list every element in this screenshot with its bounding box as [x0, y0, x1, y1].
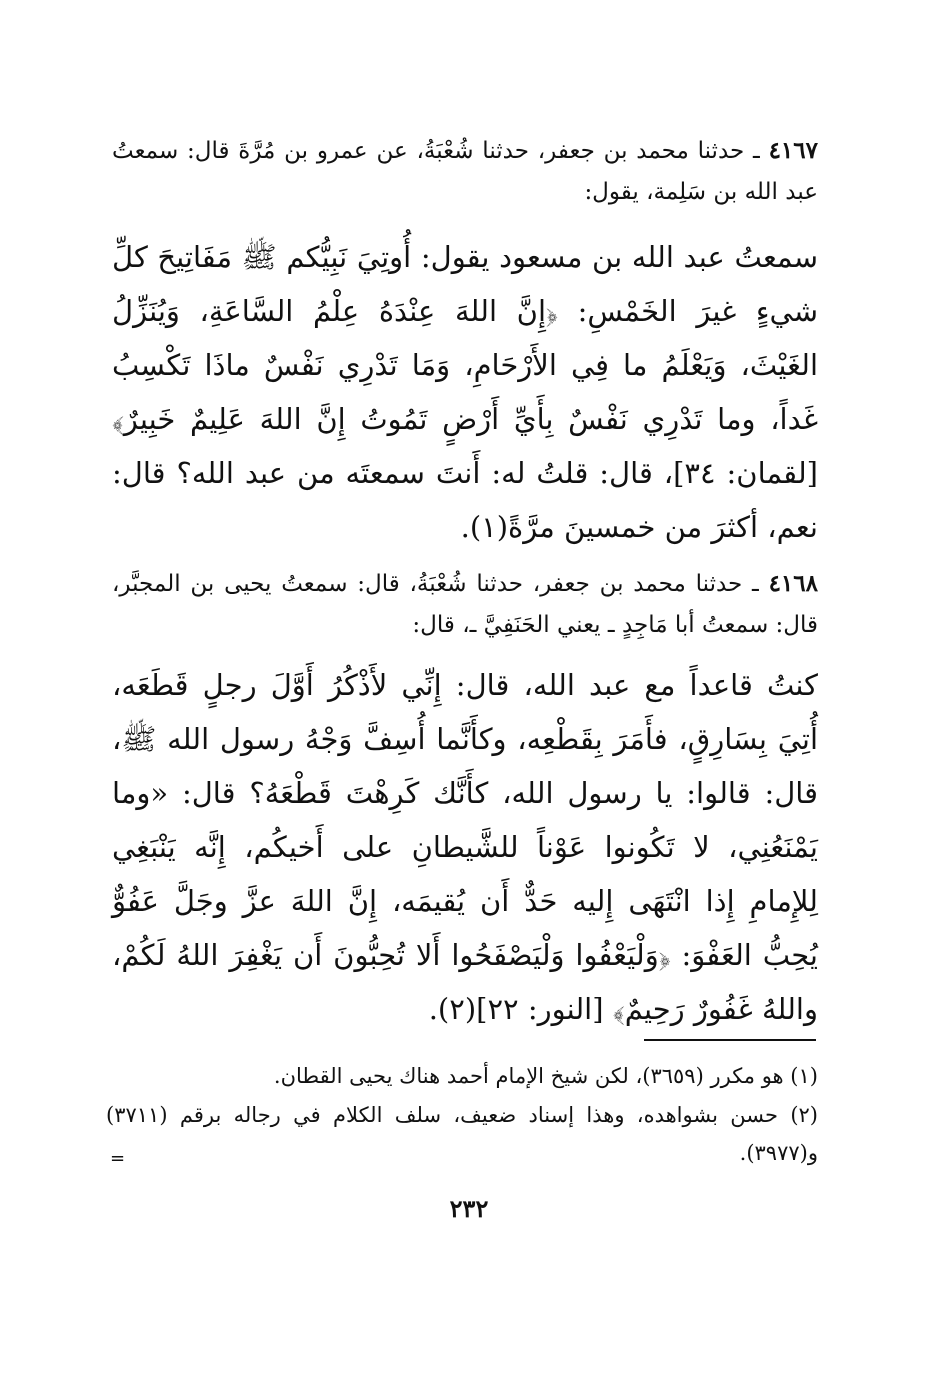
hadith-number: ٤١٦٨: [768, 570, 818, 597]
hadith-4167-matn: سمعتُ عبد الله بن مسعود يقول: أُوتِيَ نَبِيُّكم ﷺ مَفَاتِيحَ كلِّ شيءٍ غيرَ الخَمْسِ: ﴿إِنَّ اللهَ عِنْدَهُ عِلْمُ السَّاعَةِ، وَيُنَزِّلُ الغَيْثَ، وَيَعْلَمُ ما فِي الأَرْحَامِ، وَمَا تَدْرِي نَفْسٌ ماذَا تَكْسِبُ غَداً، وما تَدْرِي نَفْسٌ بِأَيِّ أَرْضٍ تَمُوتُ إِنَّ اللهَ عَلِيمٌ خَبِيرٌ﴾ [لقمان: ٣٤]، قال: قلتُ له: أَنتَ سمعتَه من عبد الله؟ قال: نعم، أكثرَ من خمسينَ مرَّةً(١).: [112, 240, 818, 544]
isnad-text: ـ حدثنا محمد بن جعفر، حدثنا شُعْبَةُ، قال: سمعتُ يحيى بن المجبَّر، قال: سمعتُ أبا مَاجِدٍ ـ يعني الحَنَفِيَّ ـ، قال:: [112, 571, 818, 638]
footnote-divider: [644, 1039, 816, 1041]
hadith-4168-isnad: [112, 563, 818, 646]
hadith-4168-matn: كنتُ قاعداً مع عبد الله، قال: إِنِّي لأَذْكُرُ أَوَّلَ رجلٍ قَطَعَه، أُتِيَ بِسَارِقٍ، فأَمَرَ بِقَطْعِه، وكأَنَّما أُسِفَّ وَجْهُ رسول الله ﷺ، قال: قالوا: يا رسول الله، كأَنَّك كَرِهْتَ قَطْعَهُ؟ قال: «وما يَمْنَعُنِي، لا تَكُونوا عَوْناً للشَّيطانِ على أَخيكُم، إِنَّه يَنْبَغِي لِلإِمامِ إِذا انْتَهَى إِليه حَدٌّ أَن يُقيمَه، إِنَّ اللهَ عزَّ وجَلَّ عَفُوٌّ يُحِبُّ العَفْوَ: ﴿وَلْيَعْفُوا وَلْيَصْفَحُوا أَلا تُحِبُّونَ أَن يَغْفِرَ اللهُ لَكُمْ، واللهُ غَفُورٌ رَحِيمٌ﴾ [النور: ٢٢](٢).: [112, 668, 818, 1026]
footnote-2: (٢) حسن بشواهده، وهذا إسناد ضعيف، سلف الكلام في رجاله برقم (٣٧١١) و(٣٩٧٧).: [106, 1103, 818, 1165]
footnote-1: (١) هو مكرر (٣٦٥٩)، لكن شيخ الإمام أحمد هناك يحيى القطان.: [273, 1064, 818, 1088]
continuation-mark: =: [110, 1148, 126, 1169]
page-number: ٢٣٢: [449, 1194, 489, 1223]
hadith-number: ٤١٦٧: [768, 137, 818, 164]
isnad-text: ـ حدثنا محمد بن جعفر، حدثنا شُعْبَةُ، عن عمرو بن مُرَّةَ قال: سمعتُ عبد الله بن سَلِمة، يقول:: [112, 138, 818, 205]
hadith-4167-isnad: [112, 130, 818, 213]
